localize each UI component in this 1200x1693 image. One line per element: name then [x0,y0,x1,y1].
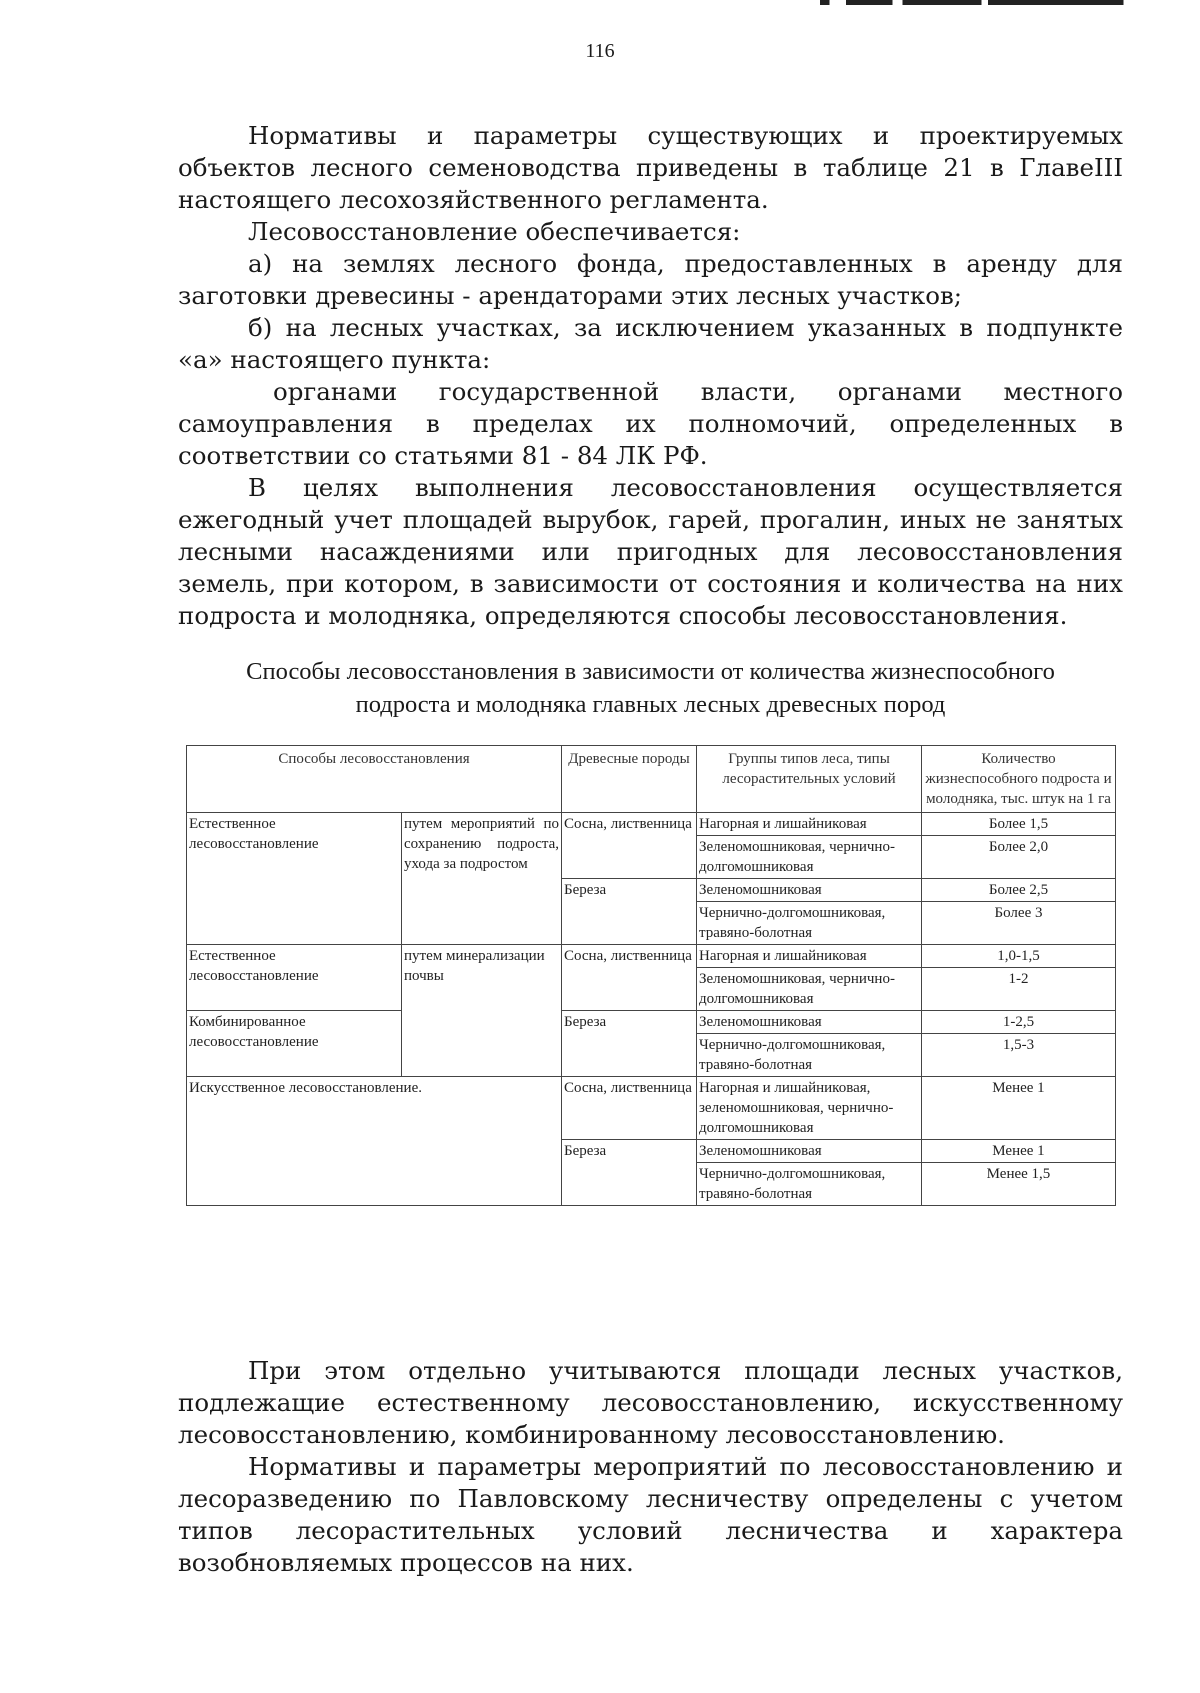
forest-type-cell: Зеленомошниковая, чернично-долгомошниковая [697,968,922,1011]
table-row [187,945,1116,968]
header-forest-types: Группы типов леса, типы лесорастительных условий [697,746,922,813]
paragraph-separate-accounting: При этом отдельно учитываются площади лесных участков, подлежащие естественному лесовосстановлению, искусственному лесовосстановлению, комбинированному лесовосстановлению. [178,1356,1123,1449]
method-cell: Естественное лесовосстановление [187,945,402,1011]
table-caption-line-2: подроста и молодняка главных лесных древесных пород [355,691,946,718]
header-amount: Количество жизнеспособного подроста и молодняка, тыс. штук на 1 га [922,746,1116,813]
method-way-cell: путем минерализации почвы [402,945,562,1077]
species-cell: Сосна, лиственница [562,945,697,1011]
paragraph-pavlovsk-norms: Нормативы и параметры мероприятий по лесовосстановлению и лесоразведению по Павловскому лесничеству определены с учетом типов лесорастительных условий лесничества и характера возобновляемых процессов на них. [178,1452,1123,1577]
species-cell: Береза [562,1140,697,1206]
paragraph-item-b: б) на лесных участках, за исключением указанных в подпункте «а» настоящего пункта: [178,313,1123,374]
amount-cell: Менее 1 [922,1140,1116,1163]
amount-cell: Более 2,0 [922,836,1116,879]
amount-cell: 1-2 [922,968,1116,1011]
method-cell: Искусственное лесовосстановление. [187,1077,562,1206]
amount-cell: 1,0-1,5 [922,945,1116,968]
forest-type-cell: Чернично-долгомошниковая, травяно-болотная [697,1163,922,1206]
body-text-top [178,120,1123,632]
forest-type-cell: Чернично-долгомошниковая, травяно-болотная [697,902,922,945]
forest-type-cell: Нагорная и лишайниковая [697,813,922,836]
forest-type-cell: Зеленомошниковая [697,1140,922,1163]
forest-type-cell: Зеленомошниковая [697,1011,922,1034]
forest-type-cell: Зеленомошниковая, чернично-долгомошниковая [697,836,922,879]
body-text-bottom [178,1355,1123,1579]
scan-artifact-top-mark [800,0,1130,5]
table-row [187,1077,1116,1140]
species-cell: Сосна, лиственница [562,813,697,879]
paragraph-authorities: органами государственной власти, органами местного самоуправления в пределах их полномочий, определенных в соответствии со статьями 81 - 84 ЛК РФ. [178,377,1123,470]
table-row [187,813,1116,836]
table-caption [178,655,1123,721]
forest-type-cell: Нагорная и лишайниковая [697,945,922,968]
amount-cell: Более 3 [922,902,1116,945]
table-row [187,1011,1116,1034]
table-header-row [187,746,1116,813]
species-cell: Береза [562,879,697,945]
amount-cell: 1,5-3 [922,1034,1116,1077]
paragraph-item-a: а) на землях лесного фонда, предоставленных в аренду для заготовки древесины - арендаторами этих лесных участков; [178,249,1123,310]
amount-cell: Менее 1 [922,1077,1116,1140]
species-cell: Сосна, лиственница [562,1077,697,1140]
reforestation-methods-table [186,745,1116,1206]
amount-cell: Более 2,5 [922,879,1116,902]
species-cell: Береза [562,1011,697,1077]
forest-type-cell: Зеленомошниковая [697,879,922,902]
header-methods: Способы лесовосстановления [187,746,562,813]
table-caption-line-1: Способы лесовосстановления в зависимости от количества жизнеспособного [246,658,1055,685]
amount-cell: 1-2,5 [922,1011,1116,1034]
amount-cell: Менее 1,5 [922,1163,1116,1206]
header-species: Древесные породы [562,746,697,813]
paragraph-reforestation-provided: Лесовосстановление обеспечивается: [248,217,741,246]
amount-cell: Более 1,5 [922,813,1116,836]
forest-type-cell: Нагорная и лишайниковая, зеленомошниковая, чернично-долгомошниковая [697,1077,922,1140]
page-number: 116 [585,40,615,62]
method-way-cell: путем мероприятий по сохранению подроста, ухода за подростом [402,813,562,945]
paragraph-seed-production: Нормативы и параметры существующих и проектируемых объектов лесного семеноводства приведены в таблице 21 в ГлавеIII настоящего лесохозяйственного регламента. [178,121,1123,214]
forest-type-cell: Чернично-долгомошниковая, травяно-болотная [697,1034,922,1077]
method-cell: Естественное лесовосстановление [187,813,402,945]
paragraph-annual-accounting: В целях выполнения лесовосстановления осуществляется ежегодный учет площадей вырубок, гарей, прогалин, иных не занятых лесными насаждениями или пригодных для лесовосстановления земель, при котором, в зависимости от состояния и количества на них подроста и молодняка, определяются способы лесовосстановления. [178,473,1123,630]
method-cell: Комбинированное лесовосстановление [187,1011,402,1077]
